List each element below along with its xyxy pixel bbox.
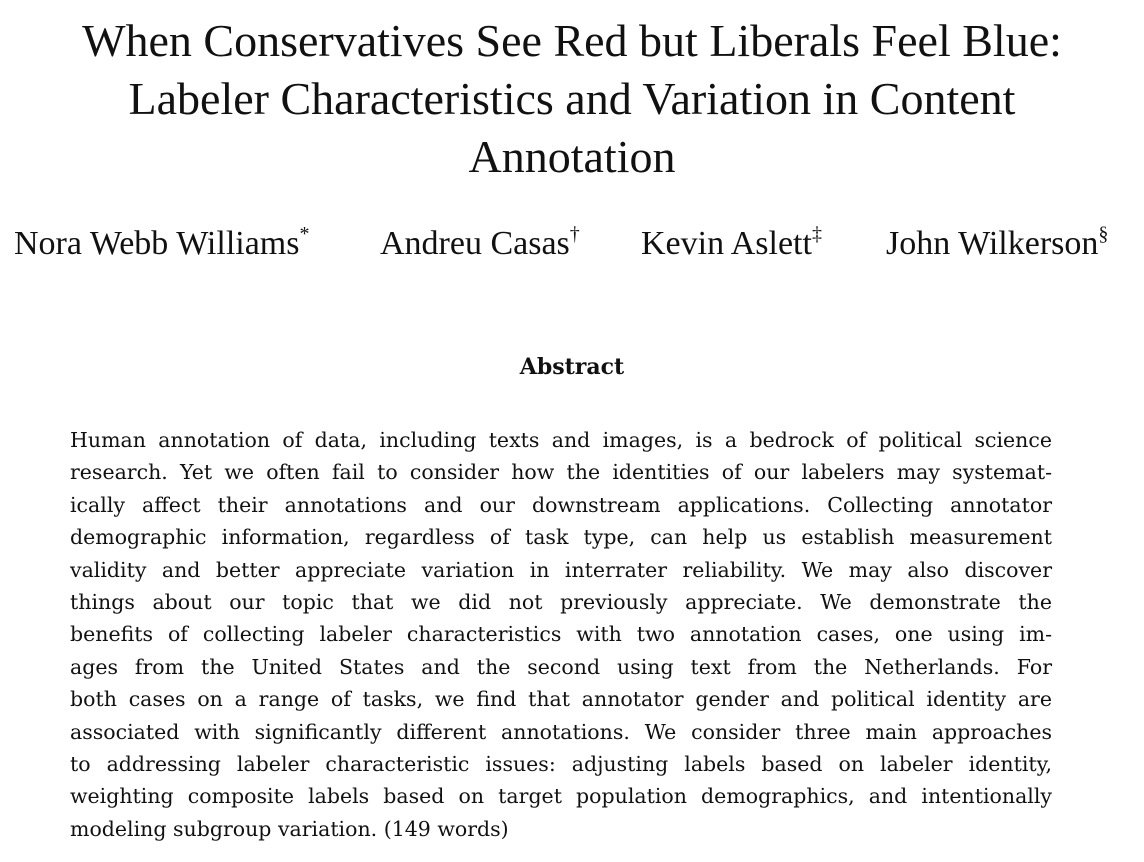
- title-line-3: Annotation: [468, 131, 676, 182]
- author-3: [641, 224, 822, 264]
- abstract-line: to addressing labeler characteristic issues: adjusting labels based on labeler identity,: [70, 751, 1052, 776]
- abstract-line: research. Yet we often fail to consider how the identities of our labelers may systemat-: [70, 460, 1052, 485]
- abstract-heading: Abstract: [519, 354, 625, 380]
- abstract-line: demographic information, regardless of task type, can help us establish measurement: [70, 525, 1052, 550]
- author-name: Kevin Aslett: [641, 225, 812, 262]
- abstract-line: ically affect their annotations and our downstream applications. Collecting annotator: [70, 492, 1052, 517]
- author-name: Nora Webb Williams: [14, 225, 300, 262]
- author-1: [14, 224, 309, 264]
- abstract-line: things about our topic that we did not previously appreciate. We demonstrate the: [70, 589, 1052, 614]
- abstract-line: both cases on a range of tasks, we find that annotator gender and political identity are: [70, 687, 1052, 712]
- author-2: [380, 224, 580, 264]
- author-footnote-mark: §: [1098, 223, 1109, 245]
- author-4: [886, 224, 1108, 264]
- abstract-line: weighting composite labels based on target population demographics, and intentionally: [70, 784, 1052, 809]
- paper-title: [0, 12, 1144, 186]
- title-line-2: Labeler Characteristics and Variation in Content: [128, 73, 1016, 124]
- title-line-1: When Conservatives See Red but Liberals Feel Blue:: [82, 15, 1062, 66]
- abstract-line: ages from the United States and the second using text from the Netherlands. For: [70, 654, 1052, 679]
- abstract-line: validity and better appreciate variation in interrater reliability. We may also discover: [70, 557, 1052, 582]
- abstract-line: associated with significantly different annotations. We consider three main approaches: [70, 719, 1052, 744]
- author-name: Andreu Casas: [380, 225, 570, 262]
- abstract-line: modeling subgroup variation. (149 words): [70, 816, 509, 841]
- abstract-line: benefits of collecting labeler characteristics with two annotation cases, one using im-: [70, 622, 1052, 647]
- author-footnote-mark: †: [569, 223, 580, 245]
- author-footnote-mark: ‡: [811, 223, 822, 245]
- abstract-line: Human annotation of data, including texts and images, is a bedrock of political science: [70, 428, 1052, 452]
- author-footnote-mark: *: [299, 223, 310, 245]
- author-name: John Wilkerson: [886, 225, 1099, 262]
- abstract-body: [70, 424, 1052, 845]
